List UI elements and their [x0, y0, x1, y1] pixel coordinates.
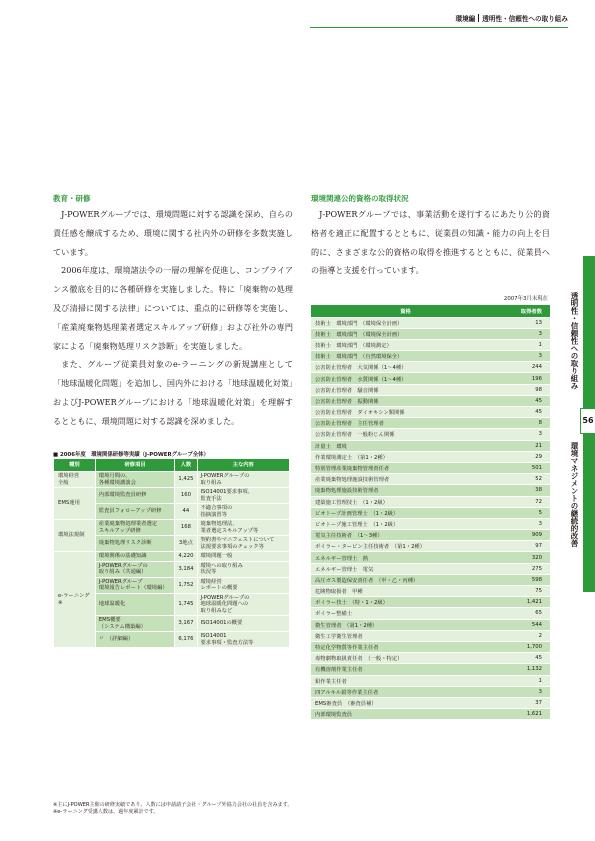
qualification-holders: 38 — [500, 485, 550, 496]
training-paragraph-2: 2006年度は、環境諸法令の一層の理解を促進し、コンプライアンス徹底を目的に各種研修を実施しました。特に「廃棄物の処理及び清掃に関する法律」については、重点的に研修等を実施し、「産業廃棄物処理業者選定スキルアップ研修」および社外の専門家による「廃棄物処理リスク診断」を実施しました。 — [53, 265, 293, 351]
qualification-name: 特定化学物質等作業主任者 — [311, 641, 500, 652]
qualification-name: ビオトープ計画管理士 （1・2級） — [311, 507, 500, 518]
qualification-holders: 3 — [500, 686, 550, 697]
qualification-row — [311, 462, 550, 473]
qualification-name: 作業環境測定士 （第1・2種） — [311, 451, 500, 462]
qualification-name: 技術士 環境部門 （自然環境保全） — [311, 351, 500, 362]
qualification-holders: 1,621 — [500, 709, 550, 720]
training-count: 44 — [175, 504, 197, 520]
side-label-upper: 透明性・信頼性への取り組み — [570, 292, 579, 390]
qualification-row — [311, 317, 550, 328]
header-rule — [310, 27, 568, 28]
header-section: 環境編 — [455, 15, 476, 23]
qualification-name: 危険物取扱者 甲種 — [311, 586, 500, 597]
qualification-holders: 29 — [500, 451, 550, 462]
qualification-holders: 1,700 — [500, 641, 550, 652]
qualification-name: ボイラー・タービン主任技術者 （第1・2種） — [311, 541, 500, 552]
qualification-holders: 13 — [500, 317, 550, 328]
training-content: J-POWERグループの 取り組み — [197, 472, 290, 488]
training-count: 1,425 — [175, 472, 197, 488]
note-1: ※主にJ-POWER主催の研修実績であり、人数には申請請子会社・グループ外協力会社の社員を含みます。 — [53, 802, 293, 808]
training-notes — [53, 802, 293, 815]
training-count: 1,752 — [175, 577, 197, 593]
qualification-heading: 環境関連公的資格の取得状況 — [311, 194, 409, 203]
qualification-row — [311, 586, 550, 597]
qualification-row — [311, 619, 550, 630]
qualification-row — [311, 384, 550, 395]
qualification-holders: 3 — [500, 518, 550, 529]
training-item: 地球温暖化 — [95, 593, 175, 616]
qualification-row — [311, 395, 550, 406]
qualification-name: 衛生工学衛生管理者 — [311, 630, 500, 641]
qualification-row — [311, 597, 550, 608]
qualification-row — [311, 653, 550, 664]
training-content: 廃棄物処理法、 業者選定スキルアップ等 — [197, 520, 290, 536]
qualification-name: 公害防止管理者 ダイオキシン類関係 — [311, 407, 500, 418]
training-item: 環境月間の、 各種環境講演会 — [95, 472, 175, 488]
qualification-row — [311, 541, 550, 552]
qualification-row — [311, 664, 550, 675]
qualification-name: 建築施工管理技士 （1・2級） — [311, 496, 500, 507]
training-category: e-ラーニング※ — [54, 552, 96, 648]
training-item: 内部環境監査員研修 — [95, 488, 175, 504]
training-content: J-POWERグループの 地球温暖化問題への 取り組みなど — [197, 593, 290, 616]
qualification-name: エネルギー管理士 電気 — [311, 563, 500, 574]
qualification-name: 有機溶剤作業主任者 — [311, 664, 500, 675]
training-table-caption: ■ 2006年度 環境関係研修等実績（J-POWERグループ全体） — [53, 452, 209, 458]
col-header-content: 主な内容 — [197, 459, 290, 472]
qualification-name: 公害防止管理者 主任管理者 — [311, 418, 500, 429]
training-count: 6,176 — [175, 632, 197, 648]
qualification-row — [311, 709, 550, 720]
training-paragraph-1: J-POWERグループでは、環境問題に対する認識を深め、自らの責任感を醸成するため、環境に関する社内外の研修を多数実施しています。 — [53, 209, 293, 257]
qualification-holders: 21 — [500, 440, 550, 451]
training-content: 不適合事項の 指摘演習等 — [197, 504, 290, 520]
training-content: ISO14001要求事項、 監査手法 — [197, 488, 290, 504]
qualification-name: 鉛作業主任者 — [311, 675, 500, 686]
qualification-row — [311, 496, 550, 507]
training-table — [53, 458, 290, 648]
training-item: 監査員フォローアップ研修 — [95, 504, 175, 520]
qualification-holders: 72 — [500, 496, 550, 507]
qualification-name: 産業廃棄物処理施設技術管理者 — [311, 474, 500, 485]
qualification-name: 電気主任技術者 （1～3種） — [311, 530, 500, 541]
qualification-holders: 501 — [500, 462, 550, 473]
qualification-name: 公害防止管理者 大気関係（1～4種） — [311, 362, 500, 373]
qualification-row — [311, 485, 550, 496]
qualification-table — [311, 305, 550, 720]
qualification-name: 公害防止管理者 水質関係（1～4種） — [311, 373, 500, 384]
qualification-row — [311, 351, 550, 362]
training-content: 環境経営 レポートの概要 — [197, 577, 290, 593]
training-body — [53, 205, 293, 431]
training-count: 3,184 — [175, 561, 197, 577]
qualification-name: エネルギー管理士 熱 — [311, 552, 500, 563]
training-table-row — [54, 488, 290, 504]
page-number: 56 — [580, 408, 595, 434]
qualification-row — [311, 675, 550, 686]
training-category: EMS運用 — [54, 488, 96, 520]
qualification-name: 高圧ガス製造保安責任者 （甲・乙・丙種） — [311, 574, 500, 585]
qualification-holders: 244 — [500, 362, 550, 373]
qualification-holders: 45 — [500, 407, 550, 418]
qualification-row — [311, 507, 550, 518]
qualification-row — [311, 552, 550, 563]
qualification-name: 公害防止管理者 振動関係 — [311, 395, 500, 406]
col-header-type: 種別 — [54, 459, 96, 472]
training-count: 1,745 — [175, 593, 197, 616]
training-count: 3,167 — [175, 616, 197, 632]
qualification-row — [311, 429, 550, 440]
qualification-holders: 45 — [500, 653, 550, 664]
header-divider — [478, 14, 479, 22]
qualification-holders: 52 — [500, 474, 550, 485]
training-table-row — [54, 552, 290, 562]
qualification-holders: 3 — [500, 328, 550, 339]
training-count: 4,220 — [175, 552, 197, 562]
qualification-row — [311, 686, 550, 697]
qualification-holders: 1 — [500, 675, 550, 686]
qualification-table-date: 2007年3月末現在 — [503, 296, 548, 302]
training-heading: 教育・研修 — [53, 194, 91, 203]
training-item: 環境関係の基礎知識 — [95, 552, 175, 562]
note-2: ※e-ラーニング受講人数は、過年度累計です。 — [53, 808, 159, 815]
qualification-holders: 1,132 — [500, 664, 550, 675]
qualification-row — [311, 563, 550, 574]
qualification-holders: 3 — [500, 429, 550, 440]
qualification-name: 内部環境監査員 — [311, 709, 500, 720]
qualification-name: 毒物劇物取扱責任者 （一般・特定） — [311, 653, 500, 664]
qualification-row — [311, 418, 550, 429]
qualification-row — [311, 451, 550, 462]
qualification-holders: 196 — [500, 373, 550, 384]
training-category: 環境経営 全般 — [54, 472, 96, 488]
qualification-row — [311, 440, 550, 451]
col-header-count: 人数 — [175, 459, 197, 472]
qualification-holders: 75 — [500, 586, 550, 597]
training-paragraph-3: また、グループ従業員対象のe-ラーニングの新規講座として「地球温暖化問題」を追加し、国内外における「地球温暖化対策」およびJ-POWERグループにおける「地球温暖化対策」を理解するとともに、環境問題に対する認識を深めました。 — [53, 359, 293, 426]
qualification-name: 衛生管理者 （第1・2種） — [311, 619, 500, 630]
qualification-name: 計量士 環境 — [311, 440, 500, 451]
qualification-body — [311, 205, 550, 280]
col-header-qualification: 資格 — [311, 305, 500, 317]
qualification-name: 公害防止管理者 騒音関係 — [311, 384, 500, 395]
qualification-row — [311, 407, 550, 418]
training-table-row — [54, 472, 290, 488]
qualification-holders: 320 — [500, 552, 550, 563]
training-content: 契約書やマニフェストについて 法規要求事項のチェック等 — [197, 536, 290, 552]
qualification-row — [311, 574, 550, 585]
qualification-holders: 3 — [500, 351, 550, 362]
training-content: ISO14001の概要 — [197, 616, 290, 632]
qualification-holders: 909 — [500, 530, 550, 541]
training-count: 168 — [175, 520, 197, 536]
qualification-row — [311, 697, 550, 708]
training-item: 〃 （詳細編） — [95, 632, 175, 648]
qualification-row — [311, 608, 550, 619]
qualification-name: ボイラー技士 （特・1・2級） — [311, 597, 500, 608]
training-table-header — [54, 459, 290, 472]
training-item: 廃棄物処理リスク診断 — [95, 536, 175, 552]
qualification-holders: 37 — [500, 697, 550, 708]
training-item: EMS概要 （システム構築編） — [95, 616, 175, 632]
qualification-holders: 5 — [500, 507, 550, 518]
qualification-row — [311, 641, 550, 652]
qualification-name: ビオトープ施工管理士 （1・2級） — [311, 518, 500, 529]
page-header — [456, 13, 569, 23]
qualification-name: 技術士 環境部門 （環境測定） — [311, 339, 500, 350]
qualification-paragraph: J-POWERグループでは、事業活動を遂行するにあたり公的資格者を適正に配置するとともに、従業員の知識・能力の向上を目的に、さまざまな公的資格の取得を推進するとともに、従業員への指導と支援を行っています。 — [311, 209, 550, 276]
training-content: ISO14001 要求事項・監査方法等 — [197, 632, 290, 648]
qualification-name: 特別管理産業廃棄物管理責任者 — [311, 462, 500, 473]
qualification-holders: 97 — [500, 541, 550, 552]
col-header-holders: 取得者数 — [500, 305, 550, 317]
training-item: 産業廃棄物処理業者選定 スキルアップ研修 — [95, 520, 175, 536]
qualification-name: 廃棄物処理施設技術管理者 — [311, 485, 500, 496]
qualification-holders: 544 — [500, 619, 550, 630]
training-count: 160 — [175, 488, 197, 504]
qualification-holders: 65 — [500, 608, 550, 619]
qualification-name: 公害防止管理者 一般粉じん関係 — [311, 429, 500, 440]
qualification-holders: 1,421 — [500, 597, 550, 608]
training-item: J-POWERグループの 取り組み（共通編） — [95, 561, 175, 577]
header-title: 透明性・信頼性への取り組み — [482, 15, 568, 23]
qualification-holders: 2 — [500, 630, 550, 641]
qualification-name: ボイラー整備士 — [311, 608, 500, 619]
qualification-row — [311, 474, 550, 485]
qualification-row — [311, 530, 550, 541]
qualification-holders: 98 — [500, 384, 550, 395]
training-content: 環境への取り組み 状況等 — [197, 561, 290, 577]
side-label-lower: 環境マネジメントの継続的改善 — [570, 442, 579, 547]
qualification-holders: 45 — [500, 395, 550, 406]
qualification-row — [311, 362, 550, 373]
qualification-name: EMS審査員 （審査員補） — [311, 697, 500, 708]
col-header-item: 研修項目 — [95, 459, 175, 472]
qualification-row — [311, 339, 550, 350]
qualification-name: 四アルキル鉛等作業主任者 — [311, 686, 500, 697]
qualification-holders: 598 — [500, 574, 550, 585]
training-item: J-POWERグループ 環境報告レポート（環境編） — [95, 577, 175, 593]
qualification-row — [311, 373, 550, 384]
qualification-row — [311, 630, 550, 641]
qualification-holders: 275 — [500, 563, 550, 574]
qualification-row — [311, 328, 550, 339]
training-category: 環境法規制 — [54, 520, 96, 552]
training-content: 環境問題一般 — [197, 552, 290, 562]
qualification-name: 技術士 環境部門 （環境保全計画） — [311, 317, 500, 328]
qualification-holders: 8 — [500, 418, 550, 429]
qualification-row — [311, 518, 550, 529]
qualification-holders: 1 — [500, 339, 550, 350]
training-table-row — [54, 520, 290, 536]
qualification-table-header — [311, 305, 550, 317]
training-count: 3地点 — [175, 536, 197, 552]
qualification-name: 技術士 環境部門 （環境保全計画） — [311, 328, 500, 339]
